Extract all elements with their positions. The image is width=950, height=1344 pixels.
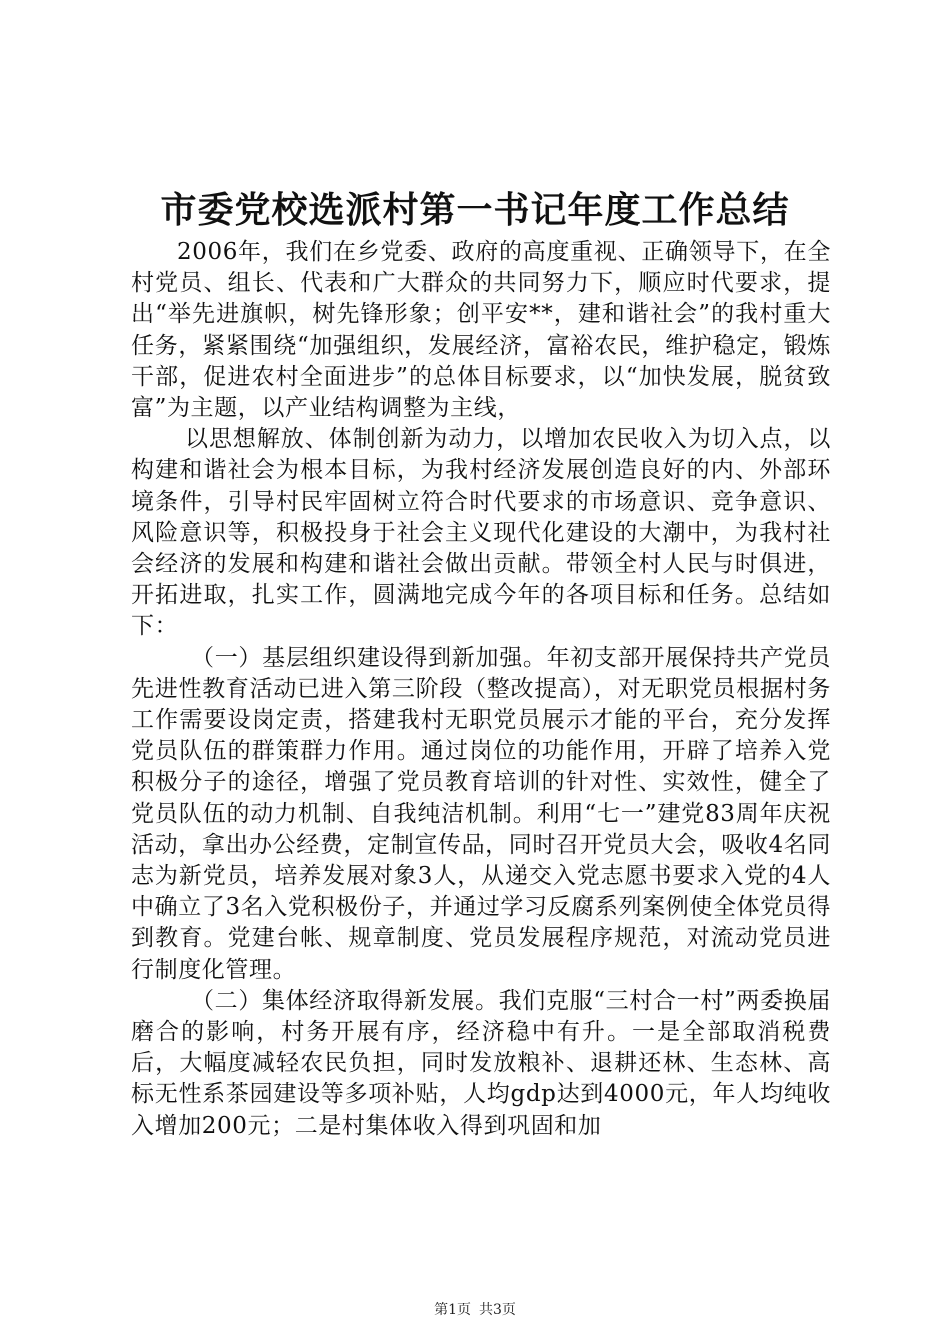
paragraph-intro: 2006年，我们在乡党委、政府的高度重视、正确领导下，在全村党员、组长、代表和广大群众的共同努力下，顺应时代要求，提出“举先进旗帜，树先锋形象；创平安**，建和谐社会”的我村重大任务，紧紧围绕“加强组织，发展经济，富裕农民，维护稳定，锻炼干部，促进农村全面进步”的总体目标要求，以“加快发展，脱贫致富”为主题，以产业结构调整为主线， (131, 239, 831, 422)
paragraph-goals: 以思想解放、体制创新为动力，以增加农民收入为切入点，以构建和谐社会为根本目标，为我村经济发展创造良好的内、外部环境条件，引导村民牢固树立符合时代要求的市场意识、竞争意识、风险意识等，积极投身于社会主义现代化建设的大潮中，为我村社会经济的发展和构建和谐社会做出贡献。带领全村人民与时俱进，开拓进取，扎实工作，圆满地完成今年的各项目标和任务。总结如下： (131, 426, 831, 640)
page-number: 第1页 (434, 1302, 471, 1318)
paragraph-section-2: （二）集体经济取得新发展。我们克服“三村合一村”两委换届磨合的影响，村务开展有序，经济稳中有升。一是全部取消税费后，大幅度减轻农民负担，同时发放粮补、退耕还林、生态林、高标无性系茶园建设等多项补贴，人均gdp达到4000元，年人均纯收入增加200元；二是村集体收入得到巩固和加 (131, 987, 831, 1139)
page-total: 共3页 (479, 1302, 516, 1318)
page-footer (0, 1300, 950, 1320)
document-body (131, 237, 831, 1142)
paragraph-section-1: （一）基层组织建设得到新加强。年初支部开展保持共产党员先进性教育活动已进入第三阶段（整改提高），对无职党员根据村务工作需要设岗定责，搭建我村无职党员展示才能的平台，充分发挥党员队伍的群策群力作用。通过岗位的功能作用，开辟了培养入党积极分子的途径，增强了党员教育培训的针对性、实效性，健全了党员队伍的动力机制、自我纯洁机制。利用“七一”建党83周年庆祝活动，拿出办公经费，定制宣传品，同时召开党员大会，吸收4名同志为新党员，培养发展对象3人，从递交入党志愿书要求入党的4人中确立了3名入党积极份子，并通过学习反腐系列案例使全体党员得到教育。党建台帐、规章制度、党员发展程序规范，对流动党员进行制度化管理。 (131, 644, 831, 983)
document-title: 市委党校选派村第一书记年度工作总结 (160, 189, 790, 231)
